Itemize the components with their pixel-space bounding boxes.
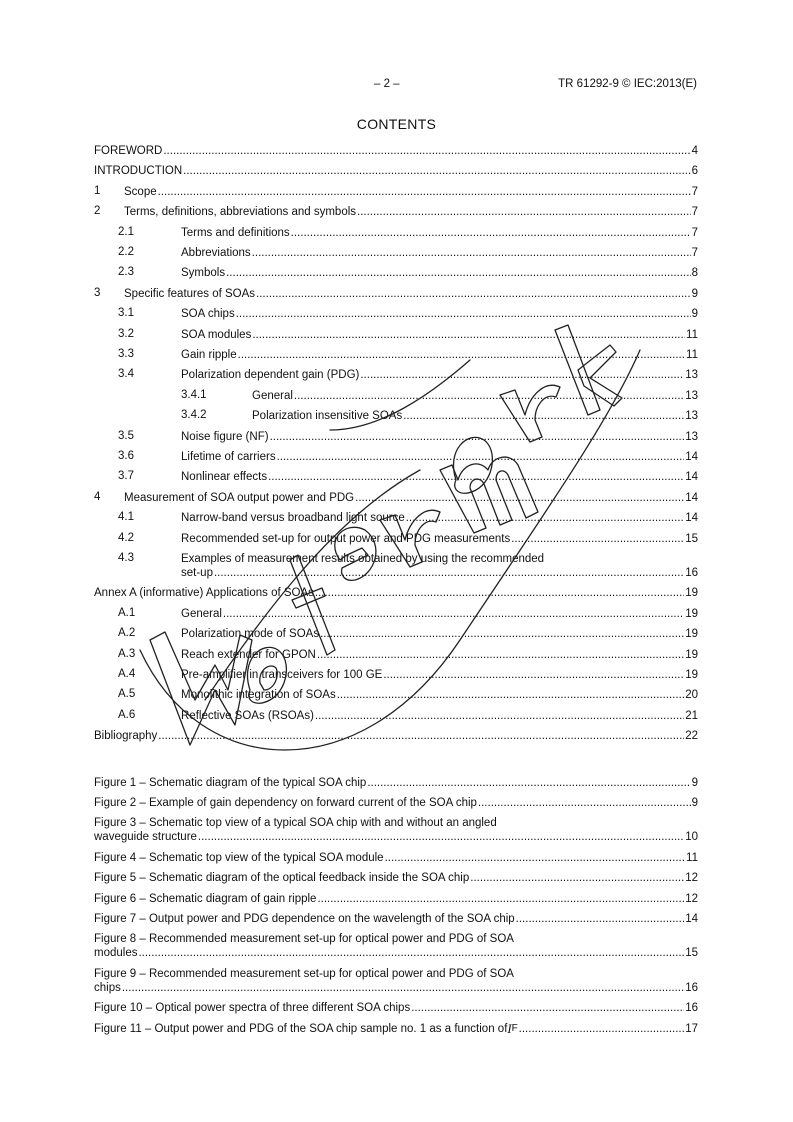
toc-entry-title: Scope bbox=[124, 185, 157, 198]
toc-entry[interactable] bbox=[94, 491, 698, 505]
toc-entry-page: 14 bbox=[685, 491, 698, 504]
figure-entry-title: Figure 3 – Schematic top view of a typical SOA chip with and without an angled bbox=[94, 817, 497, 830]
toc-entry-number: A.6 bbox=[118, 708, 136, 721]
dot-leader bbox=[315, 586, 684, 600]
toc-entry-title: Lifetime of carriers bbox=[181, 451, 276, 463]
toc-entry-title: Polarization mode of SOAs bbox=[181, 628, 320, 641]
dot-leader bbox=[294, 389, 684, 403]
toc-entry[interactable] bbox=[94, 668, 698, 682]
toc-entry-page: 13 bbox=[685, 389, 698, 402]
toc-entry[interactable] bbox=[94, 450, 698, 464]
toc-entry-page: 19 bbox=[685, 648, 698, 661]
toc-entry-page: 14 bbox=[685, 471, 698, 484]
figure-list-entry[interactable] bbox=[94, 932, 698, 960]
toc-entry-title: Narrow-band versus broadband light source bbox=[181, 512, 405, 525]
dot-leader bbox=[367, 776, 690, 790]
toc-entry-number: 3.6 bbox=[118, 450, 134, 462]
toc-entry-page: 20 bbox=[685, 689, 698, 702]
figure-entry-title: Figure 6 – Schematic diagram of gain ripple bbox=[94, 892, 317, 905]
figure-list-entry[interactable] bbox=[94, 892, 698, 906]
figure-entry-page: 12 bbox=[685, 872, 698, 885]
figure-entry-page: 12 bbox=[685, 892, 698, 905]
figure-entry-page: 16 bbox=[685, 981, 698, 994]
dot-leader bbox=[158, 729, 684, 743]
toc-entry[interactable] bbox=[94, 307, 698, 321]
figure-entry-page: 10 bbox=[685, 831, 698, 844]
page-number: – 2 – bbox=[374, 78, 400, 90]
toc-entry-page: 6 bbox=[691, 165, 698, 178]
toc-entry-page: 9 bbox=[691, 287, 698, 300]
toc-entry[interactable] bbox=[94, 246, 698, 260]
dot-leader bbox=[163, 144, 690, 158]
toc-entry-page: 7 bbox=[691, 185, 698, 198]
toc-entry-page: 21 bbox=[685, 709, 698, 722]
dot-leader bbox=[511, 532, 684, 546]
dot-leader bbox=[223, 607, 684, 621]
toc-entry-title: Recommended set-up for output power and PDG measurements bbox=[181, 532, 511, 545]
dot-leader bbox=[277, 450, 685, 464]
dot-leader bbox=[236, 307, 691, 321]
toc-entry-title: General bbox=[181, 607, 222, 620]
figure-entry-title: Figure 1 – Schematic diagram of the typical SOA chip bbox=[94, 776, 367, 789]
toc-entry-page: 14 bbox=[685, 451, 698, 463]
toc-entry-number: 4.1 bbox=[118, 511, 134, 524]
toc-entry-number: 3.3 bbox=[118, 348, 134, 360]
toc-entry-page: 19 bbox=[685, 607, 698, 620]
toc-entry-page: 9 bbox=[691, 308, 698, 321]
toc-entry[interactable] bbox=[94, 266, 698, 280]
dot-leader bbox=[317, 648, 684, 662]
toc-entry-number: A.2 bbox=[118, 627, 136, 640]
dot-leader bbox=[198, 830, 684, 844]
toc-entry-page: 11 bbox=[686, 328, 698, 341]
toc-entry-page: 19 bbox=[685, 587, 698, 600]
toc-entry-title: Abbreviations bbox=[181, 247, 251, 259]
dot-leader bbox=[406, 511, 684, 525]
toc-entry-page: 13 bbox=[685, 410, 698, 423]
dot-leader bbox=[256, 287, 691, 301]
toc-entry[interactable] bbox=[94, 226, 698, 240]
toc-entry[interactable] bbox=[94, 709, 698, 723]
figure-list-entry[interactable] bbox=[94, 1022, 698, 1036]
toc-entry-page: 14 bbox=[685, 512, 698, 525]
toc-entry-title: Pre-amplifier in transceivers for 100 GE bbox=[181, 669, 383, 681]
figure-entry-title-continued: chips bbox=[94, 981, 121, 994]
dot-leader bbox=[270, 430, 685, 444]
toc-entry-title: SOA modules bbox=[181, 328, 252, 341]
dot-leader bbox=[357, 205, 691, 219]
toc-entry-title: Polarization insensitive SOAs bbox=[252, 410, 403, 423]
dot-leader bbox=[268, 470, 684, 484]
toc-entry[interactable] bbox=[94, 470, 698, 484]
toc-entry[interactable] bbox=[94, 328, 698, 342]
toc-entry[interactable] bbox=[94, 368, 698, 382]
figure-entry-title: Figure 7 – Output power and PDG dependence on the wavelength of the SOA chip bbox=[94, 913, 515, 925]
figure-entry-title-continued: modules bbox=[94, 947, 138, 960]
toc-entry[interactable] bbox=[94, 389, 698, 403]
toc-entry[interactable] bbox=[94, 586, 698, 600]
dot-leader bbox=[138, 946, 684, 960]
toc-entry-title: FOREWORD bbox=[94, 145, 163, 157]
toc-entry[interactable] bbox=[94, 688, 698, 702]
figure-list-entry[interactable] bbox=[94, 1001, 698, 1015]
toc-entry-title: General bbox=[252, 389, 293, 402]
toc-entry-number: 3 bbox=[94, 286, 101, 299]
dot-leader bbox=[252, 246, 691, 260]
toc-entry-page: 22 bbox=[685, 730, 698, 743]
dot-leader bbox=[122, 981, 684, 995]
toc-entry-page: 7 bbox=[691, 226, 698, 239]
toc-entry-title: Symbols bbox=[181, 267, 226, 280]
toc-entry-number: 3.4.1 bbox=[181, 388, 207, 401]
figure-entry-page: 11 bbox=[686, 851, 698, 864]
figure-entry-title: Figure 9 – Recommended measurement set-up for optical power and PDG of SOA bbox=[94, 967, 514, 980]
toc-entry-number: 3.4 bbox=[118, 368, 134, 381]
toc-entry-number: 3.7 bbox=[118, 470, 134, 483]
dot-leader bbox=[385, 851, 685, 865]
dot-leader bbox=[337, 688, 685, 702]
figure-entry-title: Figure 5 – Schematic diagram of the optical feedback inside the SOA chip bbox=[94, 872, 470, 885]
toc-entry[interactable] bbox=[94, 648, 698, 662]
toc-entry[interactable] bbox=[94, 348, 698, 362]
toc-entry-title: INTRODUCTION bbox=[94, 165, 183, 178]
toc-entry-number: 4.2 bbox=[118, 531, 134, 544]
toc-entry-number: 1 bbox=[94, 184, 101, 197]
toc-entry-title: SOA chips bbox=[181, 308, 235, 321]
dot-leader bbox=[315, 709, 684, 723]
figure-entry-title: Figure 4 – Schematic top view of the typical SOA module bbox=[94, 851, 384, 864]
dot-leader bbox=[383, 668, 684, 682]
toc-entry-number: A.4 bbox=[118, 668, 136, 680]
toc-entry[interactable] bbox=[94, 552, 698, 580]
figure-entry-page: 17 bbox=[685, 1022, 698, 1035]
toc-entry-page: 13 bbox=[685, 430, 698, 443]
dot-leader bbox=[403, 409, 684, 423]
figure-entry-page: 9 bbox=[691, 776, 698, 789]
toc-entry-page: 13 bbox=[685, 369, 698, 382]
document-reference: TR 61292-9 © IEC:2013(E) bbox=[558, 78, 697, 90]
dot-leader bbox=[478, 796, 691, 810]
toc-entry[interactable] bbox=[94, 185, 698, 199]
dot-leader bbox=[516, 912, 685, 926]
toc-entry-page: 4 bbox=[691, 145, 698, 157]
figure-list-entry[interactable] bbox=[94, 912, 698, 926]
toc-entry-page: 19 bbox=[685, 628, 698, 641]
dot-leader bbox=[320, 627, 684, 641]
toc-entry[interactable] bbox=[94, 430, 698, 444]
toc-entry-number: 2.1 bbox=[118, 225, 134, 238]
page-title: CONTENTS bbox=[356, 116, 437, 132]
toc-entry-title: Examples of measurement results obtained by using the recommended bbox=[181, 553, 545, 565]
figure-entry-title: Figure 11 – Output power and PDG of the SOA chip sample no. 1 as a function of bbox=[94, 1022, 508, 1035]
toc-entry-number: 3.1 bbox=[118, 307, 134, 320]
symbol-subscript: F bbox=[511, 1022, 518, 1034]
toc-entry[interactable] bbox=[94, 607, 698, 621]
figure-list-entry[interactable] bbox=[94, 967, 698, 995]
dot-leader bbox=[183, 164, 690, 178]
toc-entry-title: Specific features of SOAs bbox=[124, 287, 256, 300]
dot-leader bbox=[411, 1001, 684, 1015]
dot-leader bbox=[355, 491, 684, 505]
toc-entry-title-continued: set-up bbox=[181, 567, 213, 579]
figure-entry-title-continued: waveguide structure bbox=[94, 831, 197, 844]
dot-leader bbox=[226, 266, 690, 280]
toc-entry-title: Bibliography bbox=[94, 730, 158, 743]
toc-entry-number: 2.2 bbox=[118, 246, 134, 258]
toc-entry-title: Annex A (informative) Applications of SOAs bbox=[94, 587, 314, 600]
toc-entry-page: 16 bbox=[685, 567, 698, 579]
toc-entry[interactable] bbox=[94, 144, 698, 158]
figure-entry-page: 15 bbox=[685, 947, 698, 960]
toc-entry-title: Polarization dependent gain (PDG) bbox=[181, 369, 360, 382]
toc-entry-title: Nonlinear effects bbox=[181, 471, 268, 484]
toc-entry-number: A.1 bbox=[118, 606, 136, 619]
figure-list-entry[interactable] bbox=[94, 871, 698, 885]
toc-entry-number: 3.2 bbox=[118, 327, 134, 340]
figure-list-entry[interactable] bbox=[94, 851, 698, 865]
toc-entry-number: 4 bbox=[94, 490, 101, 503]
figure-list-entry[interactable] bbox=[94, 776, 698, 790]
toc-entry[interactable] bbox=[94, 409, 698, 423]
dot-leader bbox=[470, 871, 684, 885]
toc-entry-number: 4.3 bbox=[118, 552, 134, 564]
toc-entry[interactable] bbox=[94, 164, 698, 178]
page-header bbox=[94, 78, 699, 94]
dot-leader bbox=[519, 1022, 685, 1036]
figure-entry-title: Figure 8 – Recommended measurement set-up for optical power and PDG of SOA bbox=[94, 933, 514, 946]
toc-entry[interactable] bbox=[94, 511, 698, 525]
toc-entry-title: Gain ripple bbox=[181, 349, 237, 361]
figure-entry-title: Figure 10 – Optical power spectra of three different SOA chips bbox=[94, 1002, 411, 1015]
toc-entry-page: 11 bbox=[686, 349, 698, 361]
toc-entry-title: Terms, definitions, abbreviations and symbols bbox=[124, 206, 357, 219]
toc-entry-page: 15 bbox=[685, 532, 698, 545]
toc-entry[interactable] bbox=[94, 287, 698, 301]
toc-entry-title: Noise figure (NF) bbox=[181, 430, 269, 443]
toc-entry-number: 2 bbox=[94, 205, 101, 218]
symbol-current: I bbox=[507, 1021, 512, 1036]
dot-leader bbox=[360, 368, 684, 382]
toc-entry-page: 19 bbox=[685, 669, 698, 681]
toc-entry-number: 2.3 bbox=[118, 266, 134, 279]
toc-entry-page: 7 bbox=[691, 247, 698, 259]
toc-entry[interactable] bbox=[94, 627, 698, 641]
toc-entry-number: 3.5 bbox=[118, 429, 134, 442]
toc-entry-page: 8 bbox=[691, 267, 698, 280]
toc-entry-title: Reflective SOAs (RSOAs) bbox=[181, 709, 314, 722]
toc-entry[interactable] bbox=[94, 729, 698, 743]
toc-entry-number: 3.4.2 bbox=[181, 409, 207, 422]
figure-entry-page: 9 bbox=[691, 797, 698, 809]
toc-entry-number: A.5 bbox=[118, 688, 136, 701]
toc-entry-title: Terms and definitions bbox=[181, 226, 290, 239]
dot-leader bbox=[317, 892, 684, 906]
figure-entry-page: 16 bbox=[685, 1002, 698, 1015]
figure-entry-title: Figure 2 – Example of gain dependency on forward current of the SOA chip bbox=[94, 797, 477, 809]
dot-leader bbox=[214, 566, 684, 580]
toc-entry[interactable] bbox=[94, 205, 698, 219]
toc-entry-number: A.3 bbox=[118, 647, 136, 660]
dot-leader bbox=[291, 226, 691, 240]
figure-entry-page: 14 bbox=[685, 913, 698, 925]
dot-leader bbox=[238, 348, 685, 362]
figure-list-entry[interactable] bbox=[94, 816, 698, 844]
toc-entry-title: Reach extender for GPON bbox=[181, 648, 316, 661]
toc-entry-page: 7 bbox=[691, 206, 698, 219]
toc-entry-title: Measurement of SOA output power and PDG bbox=[124, 491, 355, 504]
toc-entry[interactable] bbox=[94, 532, 698, 546]
figure-list-entry[interactable] bbox=[94, 796, 698, 810]
dot-leader bbox=[252, 328, 685, 342]
dot-leader bbox=[158, 185, 691, 199]
toc-entry-title: Monolithic integration of SOAs bbox=[181, 689, 336, 702]
